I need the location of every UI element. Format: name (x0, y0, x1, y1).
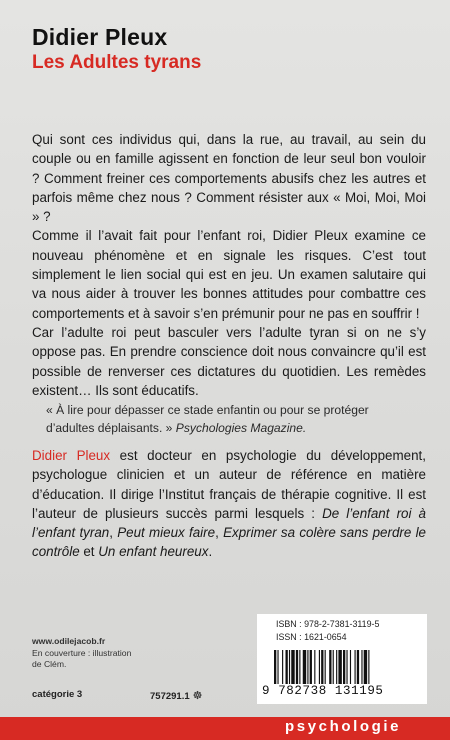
cover-credit: de Clém. (32, 659, 67, 669)
barcode-bar (329, 650, 331, 684)
category-label: catégorie 3 (32, 689, 83, 700)
collection-label: psychologie (285, 718, 402, 735)
barcode-bar (296, 650, 298, 684)
barcode-bar (277, 650, 278, 684)
bio-book-title: Peut mieux faire (117, 525, 216, 541)
publisher-url: www.odilejacob.fr (32, 636, 106, 646)
author-bio (32, 446, 426, 562)
wheel-icon: ☸ (192, 690, 203, 702)
barcode-bar (282, 650, 283, 684)
barcode-bar (291, 650, 294, 684)
barcode-bar (357, 650, 359, 684)
barcode-bar (336, 650, 337, 684)
barcode-bar (361, 650, 362, 684)
bio-end: . (208, 544, 213, 560)
barcode-bar (307, 650, 308, 684)
barcode-bar (338, 650, 341, 684)
barcode-bar (286, 650, 288, 684)
barcode-bar (321, 650, 323, 684)
bio-separator: , (215, 525, 224, 541)
bio-book-title: Exprimer sa colère sans perdre le contrôle (32, 525, 427, 560)
barcode-bar (368, 650, 369, 684)
barcode-bar (364, 650, 367, 684)
bio-book-title: De l’enfant roi à l’enfant tyran (32, 505, 426, 541)
cover-credit: En couverture : illustration (32, 647, 132, 658)
blurb-paragraph: Car l’adulte roi peut basculer vers l’adulte tyran si on ne s’y oppose pas. En prendre conscience doit nous convaincre qu’il est possible de renverser ces dictatures du quotidien. Les remèdes existent… Ils sont éducatifs. (32, 324, 426, 398)
bio-text: est docteur en psychologie du développement, psychologue clinicien et un auteur de référence en matière d’éducation. Il dirige l’Institut français de thérapie cognitive. Il est l’auteur de plusieurs succès parmi lesquels : (32, 448, 426, 521)
issn: ISSN : 1621-0654 (276, 632, 347, 642)
blurb-paragraph: Comme il l’avait fait pour l’enfant roi, Didier Pleux examine ce nouveau phénomène et en signale les risques. C’est tout simplement le lien social qui est en jeu. Un examen salutaire qui va nous aider à trouver les bonnes attitudes pour combattre ces comportements et à savoir s’en prémunir pour ne pas en souffrir ! (32, 228, 426, 321)
barcode-bar (303, 650, 306, 684)
bio-separator: et (79, 544, 99, 560)
publisher-info (32, 636, 192, 671)
bio-separator: , (109, 525, 118, 541)
product-code (150, 689, 203, 702)
quote-text: « À lire pour dépasser ce stade enfantin ou pour se protéger d’adultes déplaisants. » (46, 403, 369, 435)
author-name: Didier Pleux (32, 24, 168, 50)
bio-author-name: Didier Pleux (32, 448, 111, 463)
press-quote (46, 402, 416, 437)
barcode-bar (319, 650, 320, 684)
barcode-bar (289, 650, 290, 684)
isbn: ISBN : 978-2-7381-3119-5 (276, 619, 380, 629)
barcode-bar (350, 650, 351, 684)
quote-source: Psychologies Magazine. (175, 420, 307, 435)
barcode-bar (314, 650, 315, 684)
barcode-bar (310, 650, 312, 684)
blurb-paragraph: Qui sont ces individus qui, dans la rue, au travail, au sein du couple ou en famille agissent en fonction de leur seul bon vouloir ? Comment freiner ces comportements abusifs chez les autres et parfois même chez nous ? Comment résister aux « Moi, Moi, Moi » ? (32, 132, 426, 225)
book-title: Les Adultes tyrans (32, 52, 202, 73)
barcode-bar (333, 650, 334, 684)
barcode-icon (273, 650, 408, 684)
barcode-number: 9 782738 131195 (262, 684, 384, 698)
barcode-bar (343, 650, 345, 684)
barcode-bar (274, 650, 276, 684)
barcode-bar (346, 650, 347, 684)
blurb (32, 130, 426, 400)
barcode-bar (325, 650, 326, 684)
product-code-number: 757291.1 (150, 691, 190, 702)
barcode-bar (299, 650, 300, 684)
bio-book-title: Un enfant heureux (98, 544, 209, 560)
barcode-bar (355, 650, 356, 684)
